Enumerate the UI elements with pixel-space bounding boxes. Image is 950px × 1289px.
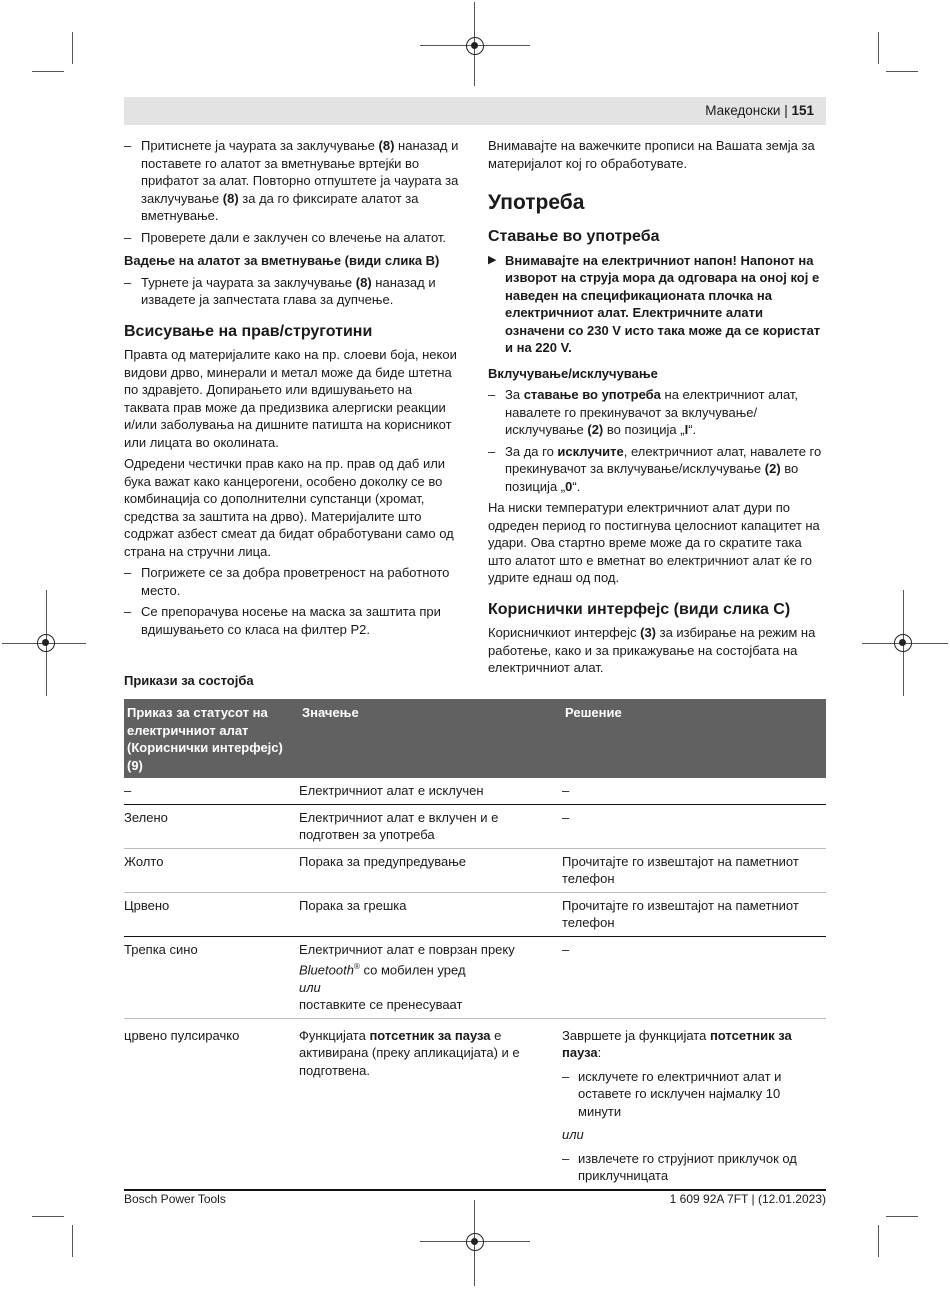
table-row: црвено пулсирачко Функцијата потсетник за пауза е активирана (преку апликацијата) и е подготвена. Завршете ја функцијата потсетник за пауза: – исклучете го електричниот алат и оставете го исклучен најмалку 10 минути или – извлечете го струјниот приклучок од приклучницата xyxy=(124,1018,826,1195)
registration-mark-icon xyxy=(894,634,912,652)
section-subheading: Вклучување/исклучување xyxy=(488,365,658,381)
paragraph: Корисничкиот интерфејс (3) за избирање на режим на работење, како и за прикажување на состојбата на електричниот алат. xyxy=(488,625,816,675)
warning-note: ▶ Внимавајте на електричниот напон! Напонот на изворот на струја мора да одговара на оној кој е наведен на спецификационата плочка на електричниот алат. Електричните алати означени со 230 V исто така може да се користат и на 220 V. xyxy=(488,252,821,355)
crop-mark xyxy=(72,1225,73,1257)
section-heading: Кориснички интерфејс (види слика C) xyxy=(488,600,791,618)
table-row: Црвено Порака за грешка Прочитајте го извештајот на паметниот телефон xyxy=(124,892,826,936)
list-item: – Притиснете ја чаурата за заклучување (8) наназад и поставете го алатот за вметнување вртејќи во прифатот за алат. Повторно отпуштете ја чаурата за заклучување (8) за да го фиксирате алатот за вметнување. xyxy=(124,138,459,223)
header-label: Македонски | 151 xyxy=(705,103,814,118)
list-item: – Турнете ја чаурата за заклучување (8) наназад и извадете ја запчестата глава за дупчење. xyxy=(124,274,436,307)
status-table xyxy=(124,699,826,1195)
list-item: – извлечете го струјниот приклучок од приклучницата xyxy=(562,1150,797,1184)
chapter-heading: Употреба xyxy=(488,191,585,214)
paragraph: Внимавајте на важечките прописи на Вашата земја за материјалот кој го обработувате. xyxy=(488,138,815,171)
warning-arrow-icon: ▶ xyxy=(488,253,497,266)
list-item: – Погрижете се за добра проветреност на работното место. xyxy=(124,565,450,598)
footer-doc-id: 1 609 92A 7FT | (12.01.2023) xyxy=(669,1192,826,1206)
crop-mark xyxy=(32,71,64,72)
registration-mark-icon xyxy=(37,634,55,652)
header-language: Македонски xyxy=(705,103,781,118)
paragraph: Правта од материјалите како на пр. слоеви боја, некои видови дрво, минерали и метал може да биде штетна по здравјето. Допирањето или вдишувањето на таквата прав може да предизвика алергиски реакции и/или заболувања на дишните патишта на корисникот или лицата во околината. xyxy=(124,347,457,450)
right-column xyxy=(488,137,826,681)
table-row: Жолто Порака за предупредување Прочитајте го извештајот на паметниот телефон xyxy=(124,848,826,892)
footer-brand: Bosch Power Tools xyxy=(124,1192,226,1206)
list-item: – Се препорачува носење на маска за заштита при вдишувањето со класа на филтер P2. xyxy=(124,604,441,637)
table-row: Зелено Електричниот алат е вклучен и е подготвен за употреба – xyxy=(124,804,826,848)
table-title: Прикази за состојба xyxy=(124,673,254,688)
table-header-row xyxy=(124,699,826,778)
list-item: – За ставање во употреба на електричниот алат, навалете го прекинувачот за вклучување/исклучување (2) во позиција „I“. xyxy=(488,387,799,437)
list-item: – Проверете дали е заклучен со влечење на алатот. xyxy=(124,229,447,245)
registration-mark-icon xyxy=(466,1233,484,1251)
column-header: Решение xyxy=(562,699,826,778)
table-row: – Електричниот алат е исклучен – xyxy=(124,778,826,804)
paragraph: Одредени честички прав како на пр. прав од даб или бука важат како канцерогени, особено доколку се во комбинација со дополнителни супстанци (хромат, средства за заштита на дрво). Материјалите што содржат азбест смеат да бидат обработувани само од страна на стручни лица. xyxy=(124,456,454,559)
list-item: – исклучете го електричниот алат и оставете го исклучен најмалку 10 минути xyxy=(562,1068,782,1119)
section-heading: Ставање во употреба xyxy=(488,228,660,245)
crop-mark xyxy=(878,1225,879,1257)
page-number: 151 xyxy=(791,103,814,118)
crop-mark xyxy=(32,1216,64,1217)
crop-mark xyxy=(72,32,73,64)
left-column xyxy=(124,137,460,642)
page-header xyxy=(124,97,826,125)
list-item: – За да го исклучите, електричниот алат, навалете го прекинувачот за вклучување/исклучување (2) во позиција „0“. xyxy=(488,443,822,494)
paragraph: На ниски температури електричниот алат дури по одреден период го постигнува целосниот капацитет на удари. Ова стартно време може да го скратите така што алатот што е вметнат во електричниот алат ќе го удрите еднаш од под. xyxy=(488,500,820,585)
registration-mark-icon xyxy=(466,37,484,55)
column-header: Приказ за статусот на електричниот алат (Кориснички интерфејс) (9) xyxy=(124,699,299,778)
crop-mark xyxy=(886,71,918,72)
crop-mark xyxy=(886,1216,918,1217)
section-heading: Всисување на прав/струготини xyxy=(124,322,373,340)
table-row: Трепка сино Електричниот алат е поврзан преку Bluetooth® со мобилен уред или поставките се пренесуваат – xyxy=(124,936,826,1018)
crop-mark xyxy=(878,32,879,64)
column-header: Значење xyxy=(299,699,562,778)
section-subheading: Вадење на алатот за вметнување (види слика B) xyxy=(124,253,440,268)
